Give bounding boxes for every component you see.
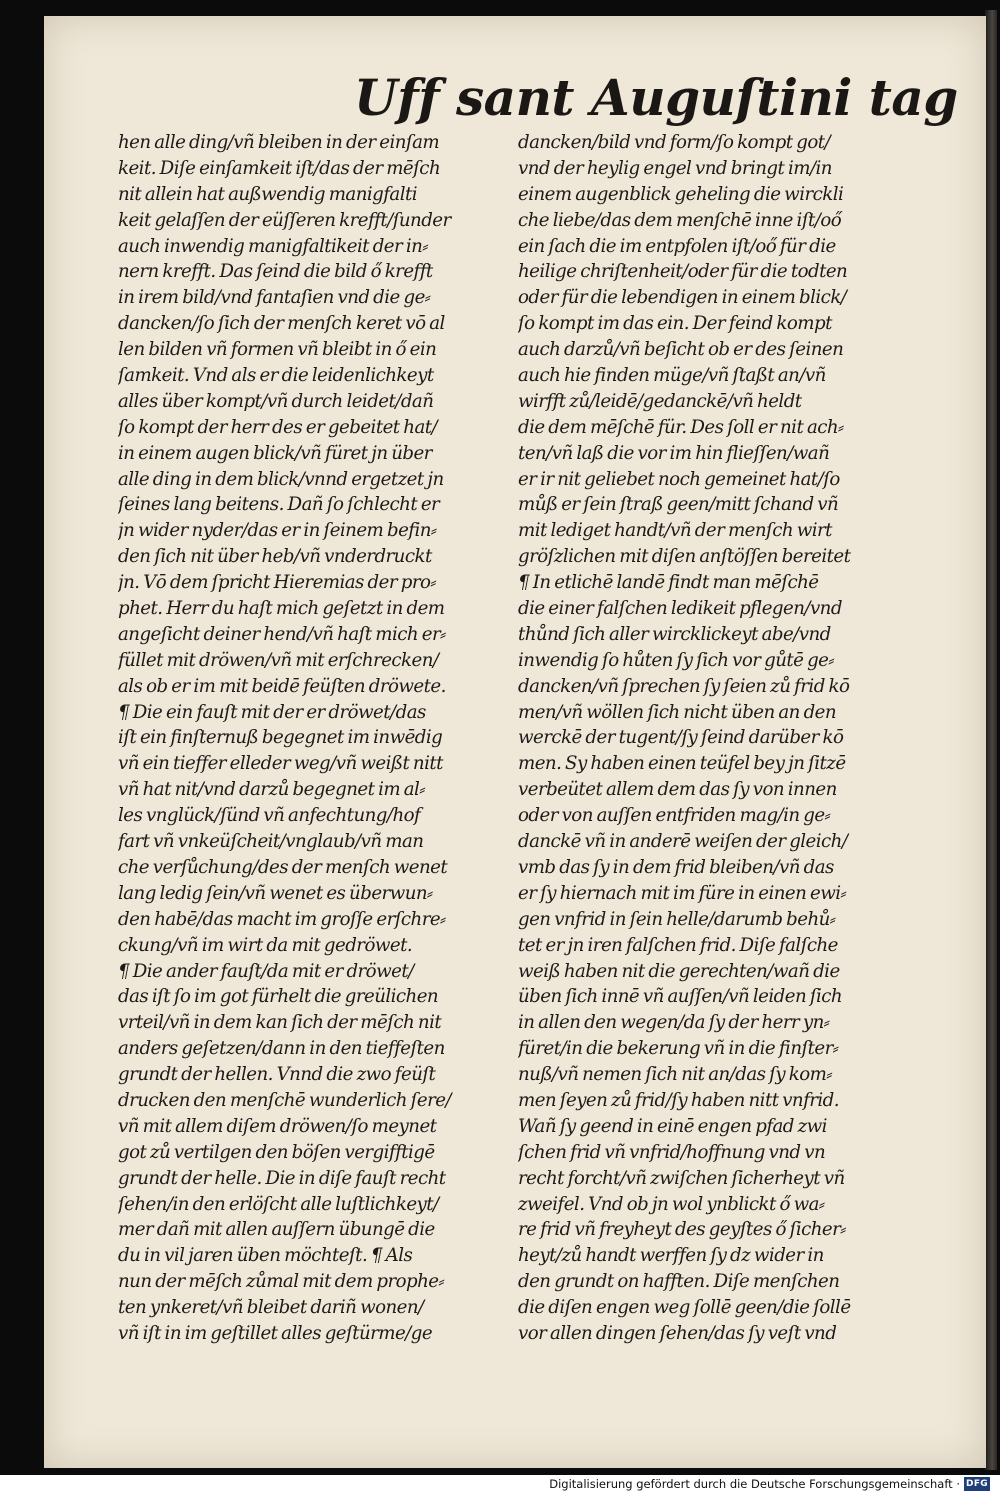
right-column-line: ten/vñ laß die vor im hin flieſſen/wañ <box>518 442 830 464</box>
right-column-line: ſo kompt im das ein. Der feind kompt <box>518 313 832 335</box>
left-column-line: drucken den menſchē wunderlich ſere/ <box>118 1089 452 1111</box>
left-column-line: ten ynkeret/vñ bleibet dariñ wonen/ <box>118 1297 424 1319</box>
right-column-line: vnd der heylig engel vnd bringt im/in <box>518 157 832 179</box>
right-column-line: men/vñ wöllen ſich nicht üben an den <box>518 701 837 723</box>
right-column-line: die dem mēſchē für. Des ſoll er nit ach⸗ <box>518 416 844 438</box>
right-column-line: můß er ſein ſtraß geen/mitt ſchand vñ <box>518 494 839 516</box>
left-column-line: angeſicht deiner hend/vñ haſt mich er⸗ <box>118 623 446 645</box>
right-column-line: oder für die lebendigen in einem blick/ <box>518 287 847 309</box>
left-column-line: fart vñ vnkeüſcheit/vnglaub/vñ man <box>118 831 424 853</box>
right-column-line: in allen den wegen/da ſy der herr yn⸗ <box>518 1012 830 1034</box>
right-column-line: auch darzů/vñ beſicht ob er des ſeinen <box>518 339 844 361</box>
right-column-line: nuß/vñ nemen ſich nit an/das ſy kom⸗ <box>518 1064 832 1086</box>
left-column-line: che verſůchung/des der menſch wenet <box>118 856 448 878</box>
right-column-line: heyt/zů handt werffen ſy dz wider in <box>518 1245 824 1267</box>
left-column-line: ſeines lang beitens. Dañ ſo ſchlecht er <box>118 494 440 516</box>
right-column-line: thůnd ſich aller wircklickeyt abe/vnd <box>518 623 831 645</box>
left-column-line: füllet mit dröwen/vñ mit erſchrecken/ <box>118 649 439 671</box>
left-column-line: keit gelaſſen der eüſſeren krefft/ſunder <box>118 209 451 231</box>
left-column-line: den ſich nit über heb/vñ vnderdruckt <box>118 546 432 568</box>
left-column-line: alle ding in dem blick/vnnd ergetzet jn <box>118 468 444 490</box>
right-column-line: gen vnfrid in ſein helle/darumb behů⸗ <box>518 908 836 930</box>
left-column-line: les vnglück/ſünd vñ anfechtung/hof <box>118 805 421 827</box>
right-column-line: dancken/vñ ſprechen ſy ſeien zů frid kō <box>518 675 850 697</box>
right-column-line: die einer falſchen ledikeit pflegen/vnd <box>518 598 842 620</box>
left-column-line: vñ iſt in im geſtillet alles geſtürme/ge <box>118 1322 433 1344</box>
digitization-credit: Digitalisierung gefördert durch die Deutsche Forschungsgemeinschaft · <box>549 1477 960 1491</box>
left-column-line: phet. Herr du haſt mich geſetzt in dem <box>118 598 445 620</box>
right-column-line: üben ſich innē vñ auſſen/vñ leiden ſich <box>518 986 843 1008</box>
right-column-line: men ſeyen zů frid/ſy haben nitt vnfrid. <box>518 1089 840 1111</box>
right-column-line: vmb das ſy in dem frid bleiben/vñ das <box>518 856 834 878</box>
right-column-line: ſchen frid vñ vnfrid/hoffnung vnd vn <box>518 1141 826 1163</box>
right-column-line: weiß haben nit die gerechten/wañ die <box>518 960 840 982</box>
left-column-line: nun der mēſch zůmal mit dem prophe⸗ <box>118 1271 445 1293</box>
right-column-line: ¶ In etlichē landē findt man mēſchē <box>518 572 819 594</box>
right-column-line: ein ſach die im entpfolen iſt/oő für die <box>518 235 836 257</box>
left-column-line: ſo kompt der herr des er gebeitet hat/ <box>118 416 438 438</box>
right-column-line: auch hie finden müge/vñ ſtaßt an/vñ <box>518 365 826 387</box>
dfg-logo: DFG <box>964 1477 990 1491</box>
right-column-line: werckē der tugent/ſy ſeind darüber kō <box>518 727 844 749</box>
left-column-line: dancken/ſo ſich der menſch keret vō al <box>118 313 445 335</box>
right-text-column <box>518 130 903 1347</box>
running-head: Uff sant Auguſtini tag <box>354 68 958 127</box>
left-column-line: got zů vertilgen den böſen vergifftigē <box>118 1141 435 1163</box>
right-column-line: che liebe/das dem menſchē inne iſt/oő <box>518 209 842 231</box>
right-column-line: mit lediget handt/vñ der menſch wirt <box>518 520 832 542</box>
left-column-line: als ob er im mit beidē feüſten dröwete. <box>118 675 446 697</box>
right-column-line: oder von auſſen entfriden mag/in ge⸗ <box>518 805 831 827</box>
left-column-line: vñ hat nit/vnd darzů begegnet im al⸗ <box>118 779 425 801</box>
left-column-line: nit allein hat außwendig manigfalti <box>118 183 417 205</box>
left-column-line: hen alle ding/vñ bleiben in der einſam <box>118 132 440 153</box>
left-column-line: vñ ein tieffer elleder weg/vñ weißt nitt <box>118 753 443 775</box>
left-column-line: vrteil/vñ in dem kan ſich der mēſch nit <box>118 1012 442 1034</box>
left-column-line: auch inwendig manigfaltikeit der in⸗ <box>118 235 428 257</box>
right-column-line: er ſy hiernach mit im füre in einen ewi⸗ <box>518 882 847 904</box>
left-column-line: jn wider nyder/das er in ſeinem befin⸗ <box>118 520 437 542</box>
right-column-line: verbeütet allem dem das ſy von innen <box>518 779 837 801</box>
left-column-line: den habē/das macht im groſſe erſchre⸗ <box>118 908 446 930</box>
right-column-line: inwendig ſo hůten ſy ſich vor gůtē ge⸗ <box>518 649 834 671</box>
left-column-line: nern krefft. Das ſeind die bild ő krefft <box>118 261 433 283</box>
left-column-line: ¶ Die ander fauſt/da mit er dröwet/ <box>118 960 414 982</box>
left-column-line: ckung/vñ im wirt da mit gedröwet. <box>118 934 413 956</box>
left-column-line: grundt der hellen. Vnnd die zwo feüſt <box>118 1064 436 1086</box>
left-column-line: grundt der helle. Die in diſe fauſt recht <box>118 1167 446 1189</box>
right-column-line: danckē vñ in anderē weiſen der gleich/ <box>518 831 848 853</box>
left-column-line: len bilden vñ formen vñ bleibt in ő ein <box>118 339 437 361</box>
right-column-line: den grundt on hafften. Diſe menſchen <box>518 1271 840 1293</box>
right-column-line: tet er jn iren falſchen frid. Diſe falſche <box>518 934 838 956</box>
right-column-line: die diſen engen weg ſollē geen/die ſollē <box>518 1297 851 1319</box>
left-column-line: mer dañ mit allen auſſern übungē die <box>118 1219 435 1241</box>
right-column-line: dancken/bild vnd form/ſo kompt got/ <box>518 132 831 153</box>
right-column-line: Wañ ſy geend in einē engen pfad zwi <box>518 1115 827 1137</box>
left-column-line: ſamkeit. Vnd als er die leidenlichkeyt <box>118 365 434 387</box>
page-edge <box>985 10 997 1470</box>
right-column-line: men. Sy haben einen teüfel bey jn ſitzē <box>518 753 846 775</box>
right-column-line: vor allen dingen ſehen/das ſy veſt vnd <box>518 1322 837 1344</box>
left-column-line: du in vil jaren üben möchteſt. ¶ Als <box>118 1245 413 1267</box>
left-column-line: ſehen/in den erlöſcht alle luſtlichkeyt/ <box>118 1193 439 1215</box>
left-column-line: in irem bild/vnd fantaſien vnd die ge⸗ <box>118 287 431 309</box>
left-column-line: vñ mit allem diſem dröwen/ſo meynet <box>118 1115 437 1137</box>
left-column-line: in einem augen blick/vñ füret jn über <box>118 442 432 464</box>
right-column-line: wirfft zů/leidē/gedanckē/vñ heldt <box>518 390 802 412</box>
left-text-column <box>118 130 503 1347</box>
right-column-line: zweifel. Vnd ob jn wol ynblickt ő wa⸗ <box>518 1193 825 1215</box>
left-column-line: lang ledig ſein/vñ wenet es überwun⸗ <box>118 882 433 904</box>
right-column-line: er ir nit geliebet noch gemeinet hat/ſo <box>518 468 840 490</box>
left-column-line: das iſt ſo im got fürhelt die greülichen <box>118 986 439 1008</box>
right-column-line: heilige chriſtenheit/oder für die todten <box>518 261 848 283</box>
left-column-line: iſt ein finſternuß begegnet im inwēdig <box>118 727 443 749</box>
right-column-line: füret/in die bekerung vñ in die finſter⸗ <box>518 1038 839 1060</box>
left-column-line: ¶ Die ein fauſt mit der er dröwet/das <box>118 701 426 723</box>
right-column-line: gröſzlichen mit diſen anſtöſſen bereitet <box>518 546 851 568</box>
right-column-line: einem augenblick geheling die wirckli <box>518 183 844 205</box>
right-column-line: re frid vñ freyheyt des geyſtes ő ſicher⸗ <box>518 1219 846 1241</box>
left-column-line: keit. Diſe einſamkeit iſt/das der mēſch <box>118 157 441 179</box>
left-column-line: anders geſetzen/dann in den tieffeſten <box>118 1038 445 1060</box>
right-column-line: recht forcht/vñ zwiſchen ſicherheyt vñ <box>518 1167 845 1189</box>
left-column-line: alles über kompt/vñ durch leidet/dañ <box>118 390 434 412</box>
left-column-line: jn. Vō dem ſpricht Hieremias der pro⸗ <box>118 572 436 594</box>
